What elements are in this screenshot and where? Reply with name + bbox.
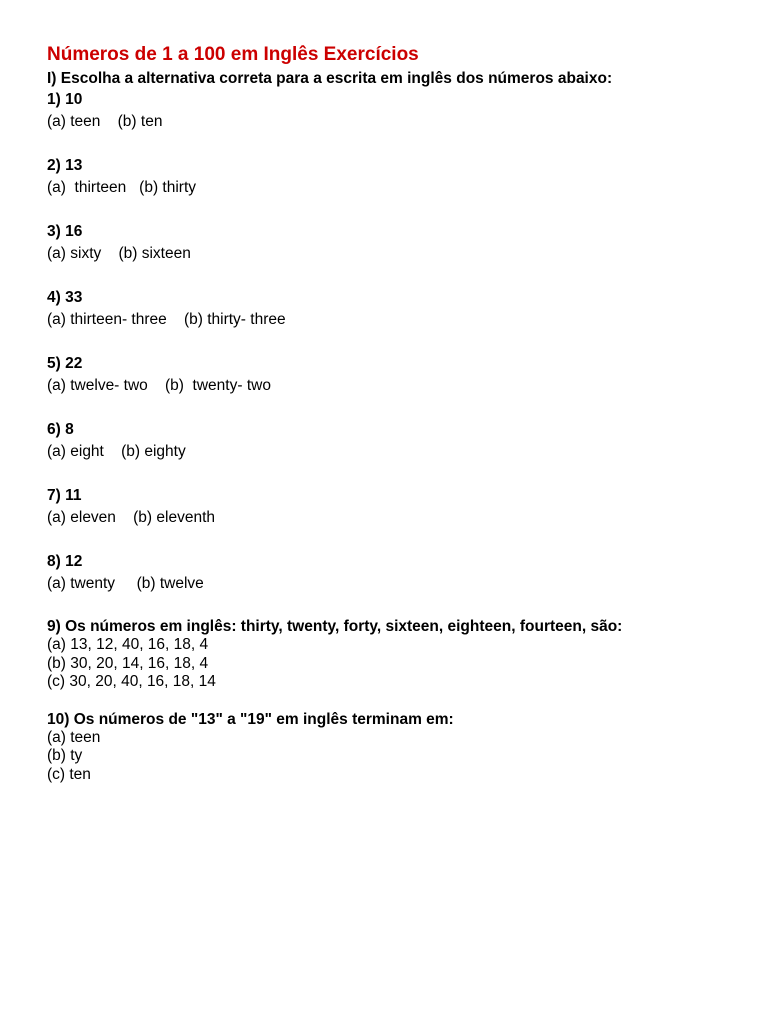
question-options: (a) twelve- two (b) twenty- two [47,377,271,394]
question-options: (a) thirteen- three (b) thirty- three [47,311,286,328]
question-5 [47,353,747,397]
option-c: (c) ten [47,765,91,783]
question-label: 5) 22 [47,355,83,372]
option-a: (a) 13, 12, 40, 16, 18, 4 [47,636,209,653]
question-options: (a) thirteen (b) thirty [47,179,197,196]
question-6 [47,419,747,463]
question-label: 10) Os números de "13" a "19" em inglês terminam em: [47,710,454,728]
question-label: 9) Os números em inglês: thirty, twenty, forty, sixteen, eighteen, fourteen, são: [47,618,623,635]
question-label: 7) 11 [47,487,82,504]
question-label: 8) 12 [47,553,83,570]
exercise-page [47,42,747,784]
option-b: (b) 30, 20, 14, 16, 18, 4 [47,654,209,672]
question-options: (a) twenty (b) twelve [47,575,204,592]
question-label: 3) 16 [47,223,83,240]
option-b: (b) ty [47,747,83,764]
question-options: (a) sixty (b) sixteen [47,245,191,262]
question-label: 1) 10 [47,91,83,108]
option-c: (c) 30, 20, 40, 16, 18, 14 [47,673,216,690]
question-10 [47,710,747,785]
question-label: 2) 13 [47,157,83,174]
instruction-text: I) Escolha a alternativa correta para a escrita em inglês dos números abaixo: [47,70,613,87]
question-label: 4) 33 [47,289,83,306]
question-8 [47,551,747,595]
question-options: (a) eleven (b) eleventh [47,509,216,526]
question-1 [47,89,747,133]
question-options: (a) teen (b) ten [47,113,163,130]
page-title: Números de 1 a 100 em Inglês Exercícios [47,44,419,65]
question-2 [47,155,747,199]
question-label: 6) 8 [47,421,74,438]
question-7 [47,485,747,529]
question-options: (a) eight (b) eighty [47,443,186,460]
question-9 [47,617,747,692]
option-a: (a) teen [47,728,101,746]
question-3 [47,221,747,265]
question-4 [47,287,747,331]
